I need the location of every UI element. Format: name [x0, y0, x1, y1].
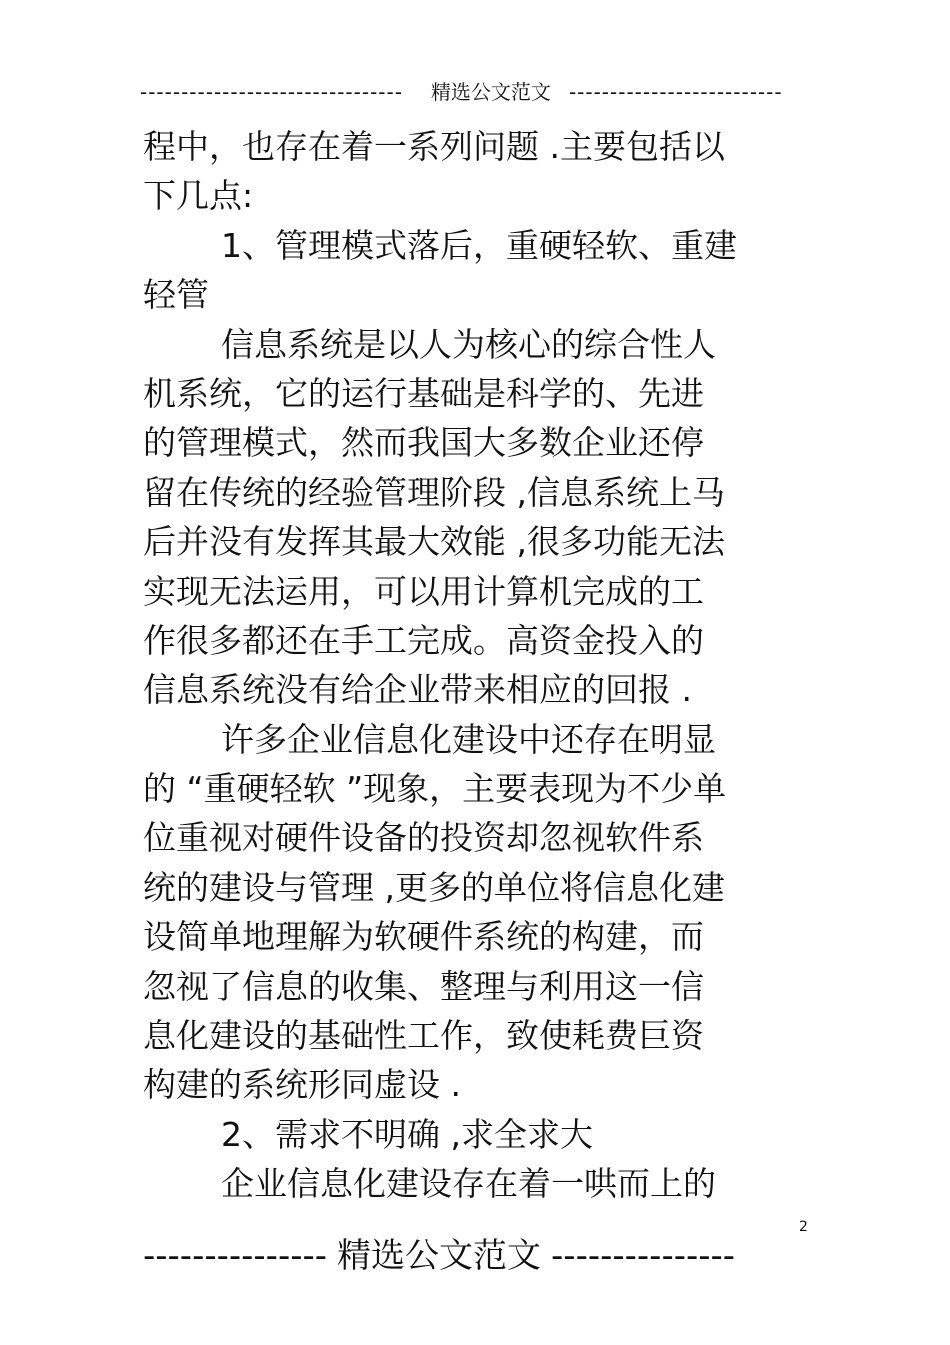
text-line: 轻管 — [143, 275, 209, 315]
text-line: 忽视了信息的收集、整理与利用这一信 — [143, 966, 704, 1006]
text-line: 实现无法运用，可以用计算机完成的工 — [143, 571, 704, 611]
text-line: 息化建设的基础性工作，致使耗费巨资 — [143, 1016, 704, 1056]
text-line: 信息系统没有给企业带来相应的回报 . — [143, 670, 692, 710]
text-line: 统的建设与管理 ,更多的单位将信息化建 — [143, 867, 725, 907]
page-header — [140, 76, 783, 105]
footer-rule-right: --------------- — [551, 1236, 736, 1276]
text-line: 的 “重硬轻软 ”现象，主要表现为不少单 — [143, 769, 727, 809]
text-line: 位重视对硬件设备的投资却忽视软件系 — [143, 818, 704, 858]
text-line: 企业信息化建设存在着一哄而上的 — [221, 1164, 716, 1204]
header-title: 精选公文范文 — [430, 80, 551, 104]
text-line: 设简单地理解为软硬件系统的构建，而 — [143, 917, 704, 957]
text-line: 程中，也存在着一系列问题 .主要包括以 — [143, 127, 725, 166]
text-line: 留在传统的经验管理阶段 ,信息系统上马 — [143, 472, 725, 512]
text-line: 2、需求不明确 ,求全求大 — [221, 1114, 593, 1154]
text-line: 1、管理模式落后，重硬轻软、重建 — [221, 225, 737, 265]
text-line: 许多企业信息化建设中还存在明显 — [221, 719, 716, 759]
footer-rule-left: --------------- — [143, 1236, 328, 1276]
header-rule-right: -------------------------- — [568, 80, 783, 104]
text-line: 作很多都还在手工完成。高资金投入的 — [143, 620, 704, 660]
page-footer — [143, 1228, 783, 1277]
text-line: 构建的系统形同虚设 . — [143, 1065, 461, 1105]
text-line: 下几点: — [143, 176, 254, 216]
text-line: 机系统，它的运行基础是科学的、先进 — [143, 373, 704, 413]
footer-title: 精选公文范文 — [337, 1236, 542, 1276]
header-rule-left: -------------------------------- — [140, 80, 403, 104]
page-number: 2 — [799, 1219, 808, 1235]
text-line: 后并没有发挥其最大效能 ,很多功能无法 — [143, 522, 725, 562]
text-line: 信息系统是以人为核心的综合性人 — [221, 324, 716, 364]
text-line: 的管理模式，然而我国大多数企业还停 — [143, 423, 704, 463]
document-body — [143, 122, 803, 1209]
